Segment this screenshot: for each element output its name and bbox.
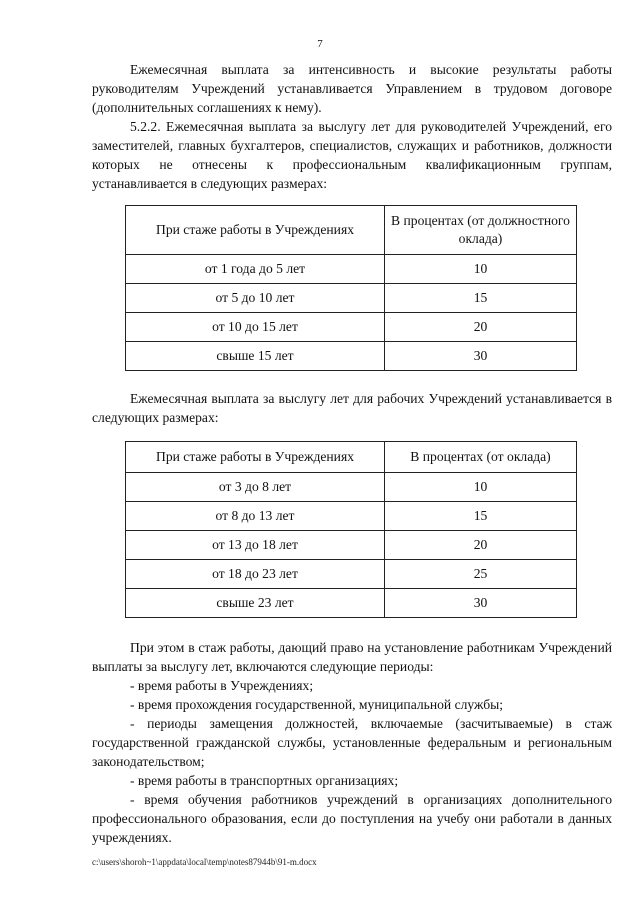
table-row bbox=[126, 502, 577, 531]
paragraph-periods-intro: При этом в стаж работы, дающий право на установление работникам Учреждений выплаты за выслугу лет, включаются следующие периоды: bbox=[92, 640, 612, 674]
list-item: - периоды замещения должностей, включаемые (засчитываемые) в стаж государственной гражданской службы, установленные федеральным и региональным законодательством; bbox=[92, 716, 612, 769]
table-cell-percent: 30 bbox=[385, 342, 577, 371]
table-row bbox=[126, 313, 577, 342]
table-cell-percent: 10 bbox=[385, 473, 577, 502]
table-cell-range: от 10 до 15 лет bbox=[126, 313, 385, 342]
table-cell-range: от 8 до 13 лет bbox=[126, 502, 385, 531]
table-cell-range: от 18 до 23 лет bbox=[126, 560, 385, 589]
table-header-cell: При стаже работы в Учреждениях bbox=[126, 206, 385, 255]
table-cell-percent: 15 bbox=[385, 284, 577, 313]
list-item: - время прохождения государственной, муниципальной службы; bbox=[130, 697, 504, 712]
table-row bbox=[126, 589, 577, 618]
table-row bbox=[126, 531, 577, 560]
table-row bbox=[126, 255, 577, 284]
paragraph-workers-payment: Ежемесячная выплата за выслугу лет для рабочих Учреждений устанавливается в следующих размерах: bbox=[92, 391, 612, 425]
table-header-row bbox=[126, 206, 577, 255]
table-row bbox=[126, 342, 577, 371]
table-cell-percent: 20 bbox=[385, 531, 577, 560]
paragraph-intensity-payment: Ежемесячная выплата за интенсивность и высокие результаты работы руководителям Учреждений устанавливается Управлением в трудовом договоре (дополнительных соглашениях к нему). bbox=[92, 62, 612, 115]
table-cell-range: свыше 23 лет bbox=[126, 589, 385, 618]
table-cell-percent: 30 bbox=[385, 589, 577, 618]
document-body bbox=[92, 60, 612, 847]
page-number: 7 bbox=[317, 38, 323, 50]
list-item: - время обучения работников учреждений в организациях дополнительного профессионального образования, если до поступления на учебу они работали в данных учреждениях. bbox=[92, 792, 612, 845]
list-item: - время работы в транспортных организациях; bbox=[130, 773, 399, 788]
table-cell-range: от 1 года до 5 лет bbox=[126, 255, 385, 284]
table-cell-range: от 5 до 10 лет bbox=[126, 284, 385, 313]
table-cell-range: свыше 15 лет bbox=[126, 342, 385, 371]
table-cell-range: от 3 до 8 лет bbox=[126, 473, 385, 502]
table-header-cell: В процентах (от должностного оклада) bbox=[385, 206, 577, 255]
seniority-table-managers bbox=[125, 205, 577, 371]
table-header-cell: При стаже работы в Учреждениях bbox=[126, 442, 385, 473]
table-cell-percent: 20 bbox=[385, 313, 577, 342]
table-header-cell: В процентах (от оклада) bbox=[385, 442, 577, 473]
table-cell-percent: 15 bbox=[385, 502, 577, 531]
paragraph-5-2-2: 5.2.2. Ежемесячная выплата за выслугу лет для руководителей Учреждений, его заместителей, главных бухгалтеров, специалистов, служащих и работников, должности которых не отнесены к профессиональным квалификационным группам, устанавливается в следующих размерах: bbox=[92, 119, 612, 191]
seniority-table-workers bbox=[125, 441, 577, 618]
table-row bbox=[126, 284, 577, 313]
table-header-row bbox=[126, 442, 577, 473]
footer-file-path: c:\users\shoroh~1\appdata\local\temp\notes87944b\91-m.docx bbox=[92, 857, 317, 867]
table-row bbox=[126, 560, 577, 589]
list-item: - время работы в Учреждениях; bbox=[130, 678, 314, 693]
table-cell-percent: 10 bbox=[385, 255, 577, 284]
table-cell-percent: 25 bbox=[385, 560, 577, 589]
table-row bbox=[126, 473, 577, 502]
table-cell-range: от 13 до 18 лет bbox=[126, 531, 385, 560]
